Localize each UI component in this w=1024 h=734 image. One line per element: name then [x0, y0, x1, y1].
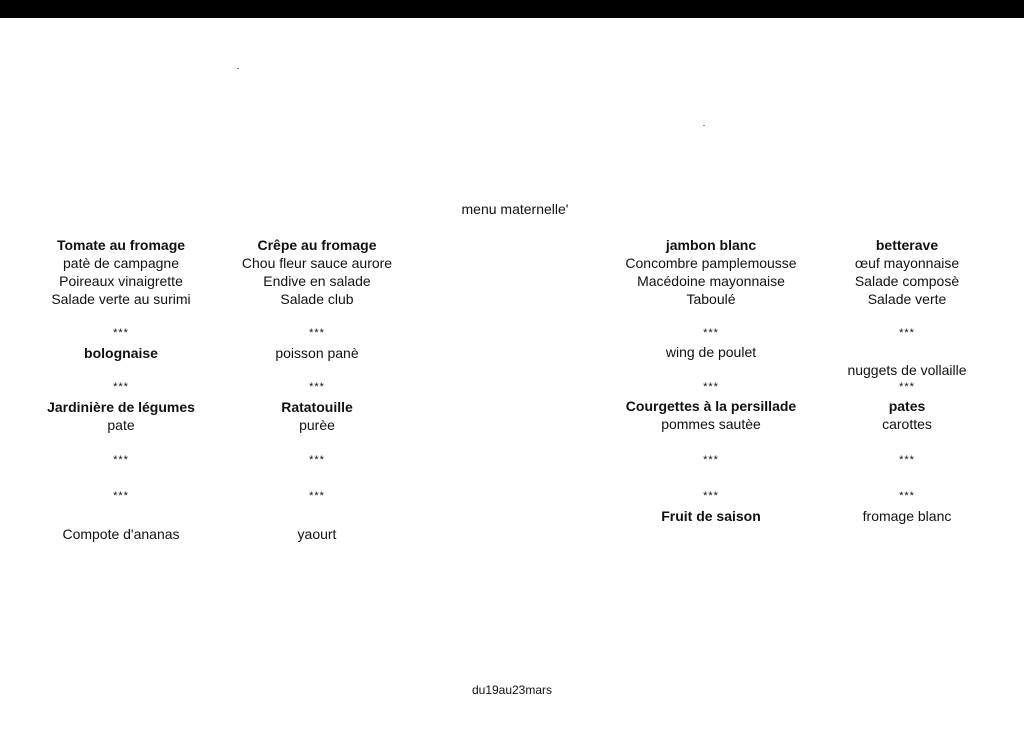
dessert: Compote d'ananas: [62, 526, 180, 542]
scan-top-border: [0, 0, 1024, 18]
side-dish: purèe: [299, 417, 335, 433]
starter-item: Macédoine mayonnaise: [637, 273, 785, 289]
side-dish: pate: [107, 417, 135, 433]
starter-item: Chou fleur sauce aurore: [241, 255, 393, 271]
dessert: Fruit de saison: [661, 508, 761, 524]
starter-item: Salade club: [280, 291, 354, 307]
date-range: du19au23mars: [471, 683, 553, 697]
separator: ***: [113, 454, 129, 466]
separator: ***: [899, 490, 915, 502]
starter-item: Taboulé: [686, 291, 736, 307]
separator: ***: [309, 490, 325, 502]
separator: ***: [899, 327, 915, 339]
separator: ***: [309, 381, 325, 393]
scan-speck: [237, 68, 239, 69]
main-dish: nuggets de vollaille: [847, 362, 967, 378]
separator: ***: [899, 454, 915, 466]
side-dish: pommes sautèe: [661, 416, 761, 432]
starter-item: betterave: [875, 237, 939, 253]
separator: ***: [899, 381, 915, 393]
separator: ***: [703, 454, 719, 466]
scan-speck: [703, 125, 705, 126]
separator: ***: [309, 454, 325, 466]
starter-item: patè de campagne: [63, 255, 179, 271]
separator: ***: [309, 327, 325, 339]
side-dish: Courgettes à la persillade: [625, 398, 797, 414]
side-dish: Jardinière de légumes: [47, 399, 195, 415]
starter-item: œuf mayonnaise: [854, 255, 960, 271]
separator: ***: [113, 327, 129, 339]
starter-item: Salade verte au surimi: [51, 291, 191, 307]
separator: ***: [113, 490, 129, 502]
starter-item: Salade composè: [854, 273, 960, 289]
starter-item: jambon blanc: [665, 237, 757, 253]
dessert: yaourt: [297, 526, 337, 542]
main-dish: wing de poulet: [665, 344, 757, 360]
starter-item: Poireaux vinaigrette: [59, 273, 183, 289]
side-dish: carottes: [882, 416, 932, 432]
starter-item: Endive en salade: [263, 273, 371, 289]
menu-title: menu maternelle': [461, 201, 569, 217]
starter-item: Crêpe au fromage: [257, 237, 377, 253]
side-dish: pates: [888, 398, 926, 414]
separator: ***: [703, 381, 719, 393]
main-dish: bolognaise: [84, 345, 158, 361]
starter-item: Salade verte: [867, 291, 947, 307]
starter-item: Tomate au fromage: [56, 237, 186, 253]
main-dish: poisson panè: [275, 345, 359, 361]
side-dish: Ratatouille: [281, 399, 353, 415]
separator: ***: [703, 327, 719, 339]
separator: ***: [113, 381, 129, 393]
dessert: fromage blanc: [862, 508, 952, 524]
starter-item: Concombre pamplemousse: [625, 255, 797, 271]
separator: ***: [703, 490, 719, 502]
